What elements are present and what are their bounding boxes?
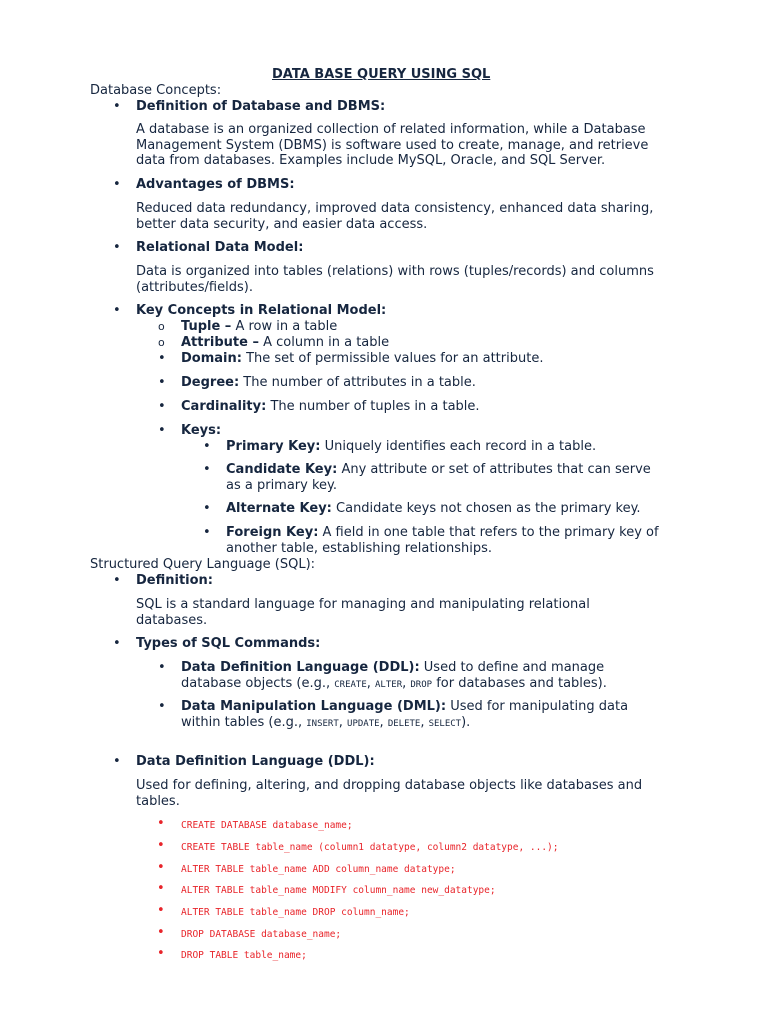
sql-type-ddl: Data Definition Language (DDL): Used to define and manage bbox=[181, 660, 605, 675]
heading-advantages: Advantages of DBMS: bbox=[136, 177, 295, 192]
code-line: ALTER TABLE table_name ADD column_name datatype; bbox=[181, 864, 456, 875]
code-line: ALTER TABLE table_name MODIFY column_name new_datatype; bbox=[181, 885, 496, 896]
bullet-icon: • bbox=[203, 462, 211, 477]
list-item-domain: Domain: The set of permissible values for an attribute. bbox=[181, 351, 544, 366]
bullet-icon: • bbox=[113, 177, 121, 192]
bullet-icon: • bbox=[203, 525, 211, 540]
bullet-icon: • bbox=[113, 99, 121, 114]
red-bullet-icon: • bbox=[157, 838, 165, 853]
heading-key-concepts: Key Concepts in Relational Model: bbox=[136, 303, 387, 318]
red-bullet-icon: • bbox=[157, 925, 165, 940]
section-heading-database-concepts: Database Concepts: bbox=[90, 83, 222, 98]
page-title: DATA BASE QUERY USING SQL bbox=[272, 67, 491, 82]
list-item-tuple: Tuple – A row in a table bbox=[181, 319, 338, 334]
list-item-cardinality: Cardinality: The number of tuples in a table. bbox=[181, 399, 480, 414]
key-item-candidate-cont: as a primary key. bbox=[226, 478, 338, 493]
bullet-icon: • bbox=[158, 375, 166, 390]
bullet-icon: • bbox=[113, 636, 121, 651]
key-item-primary: Primary Key: Uniquely identifies each record in a table. bbox=[226, 439, 597, 454]
paragraph-definition-db: A database is an organized collection of related information, while a Database Management System (DBMS) is software used to create, manage, and retrieve data from databases. Examples include MySQL, Oracle, and SQL Server. bbox=[136, 122, 649, 168]
bullet-icon: • bbox=[203, 501, 211, 516]
bullet-icon: • bbox=[113, 754, 121, 769]
section-heading-sql: Structured Query Language (SQL): bbox=[90, 557, 316, 572]
red-bullet-icon: • bbox=[157, 816, 165, 831]
bullet-icon: • bbox=[158, 660, 166, 675]
list-item-degree: Degree: The number of attributes in a table. bbox=[181, 375, 476, 390]
list-item-attribute: Attribute – A column in a table bbox=[181, 335, 390, 350]
sql-type-dml: Data Manipulation Language (DML): Used for manipulating data bbox=[181, 699, 629, 714]
sql-type-dml-cont: within tables (e.g., INSERT, UPDATE, DELETE, SELECT). bbox=[181, 715, 471, 730]
heading-definition-db: Definition of Database and DBMS: bbox=[136, 99, 386, 114]
bullet-icon: • bbox=[158, 399, 166, 414]
bullet-icon: • bbox=[158, 423, 166, 438]
heading-sql-types: Types of SQL Commands: bbox=[136, 636, 321, 651]
bullet-icon: • bbox=[113, 240, 121, 255]
red-bullet-icon: • bbox=[157, 860, 165, 875]
circle-bullet-icon: o bbox=[158, 336, 165, 349]
key-item-candidate: Candidate Key: Any attribute or set of attributes that can serve bbox=[226, 462, 651, 477]
key-item-foreign: Foreign Key: A field in one table that refers to the primary key of bbox=[226, 525, 659, 540]
paragraph-ddl-section: Used for defining, altering, and dropping database objects like databases and tables. bbox=[136, 778, 643, 809]
bullet-icon: • bbox=[113, 573, 121, 588]
code-line: ALTER TABLE table_name DROP column_name; bbox=[181, 907, 410, 918]
list-item-keys: Keys: bbox=[181, 423, 222, 438]
circle-bullet-icon: o bbox=[158, 320, 165, 333]
code-line: DROP DATABASE database_name; bbox=[181, 929, 342, 940]
bullet-icon: • bbox=[158, 699, 166, 714]
code-line: CREATE TABLE table_name (column1 datatype, column2 datatype, ...); bbox=[181, 842, 559, 853]
heading-sql-definition: Definition: bbox=[136, 573, 214, 588]
sql-type-ddl-cont: database objects (e.g., CREATE, ALTER, DROP for databases and tables). bbox=[181, 676, 607, 691]
paragraph-sql-definition: SQL is a standard language for managing and manipulating relational databases. bbox=[136, 597, 590, 628]
bullet-icon: • bbox=[158, 351, 166, 366]
bullet-icon: • bbox=[203, 439, 211, 454]
red-bullet-icon: • bbox=[157, 946, 165, 961]
heading-ddl-section: Data Definition Language (DDL): bbox=[136, 754, 375, 769]
red-bullet-icon: • bbox=[157, 903, 165, 918]
paragraph-relational-model: Data is organized into tables (relations) with rows (tuples/records) and columns (attributes/fields). bbox=[136, 264, 654, 295]
bullet-icon: • bbox=[113, 303, 121, 318]
paragraph-advantages: Reduced data redundancy, improved data consistency, enhanced data sharing, better data security, and easier data access. bbox=[136, 201, 654, 232]
heading-relational-model: Relational Data Model: bbox=[136, 240, 304, 255]
key-item-alternate: Alternate Key: Candidate keys not chosen as the primary key. bbox=[226, 501, 641, 516]
code-line: CREATE DATABASE database_name; bbox=[181, 820, 353, 831]
key-item-foreign-cont: another table, establishing relationships. bbox=[226, 541, 493, 556]
code-line: DROP TABLE table_name; bbox=[181, 950, 307, 961]
red-bullet-icon: • bbox=[157, 881, 165, 896]
